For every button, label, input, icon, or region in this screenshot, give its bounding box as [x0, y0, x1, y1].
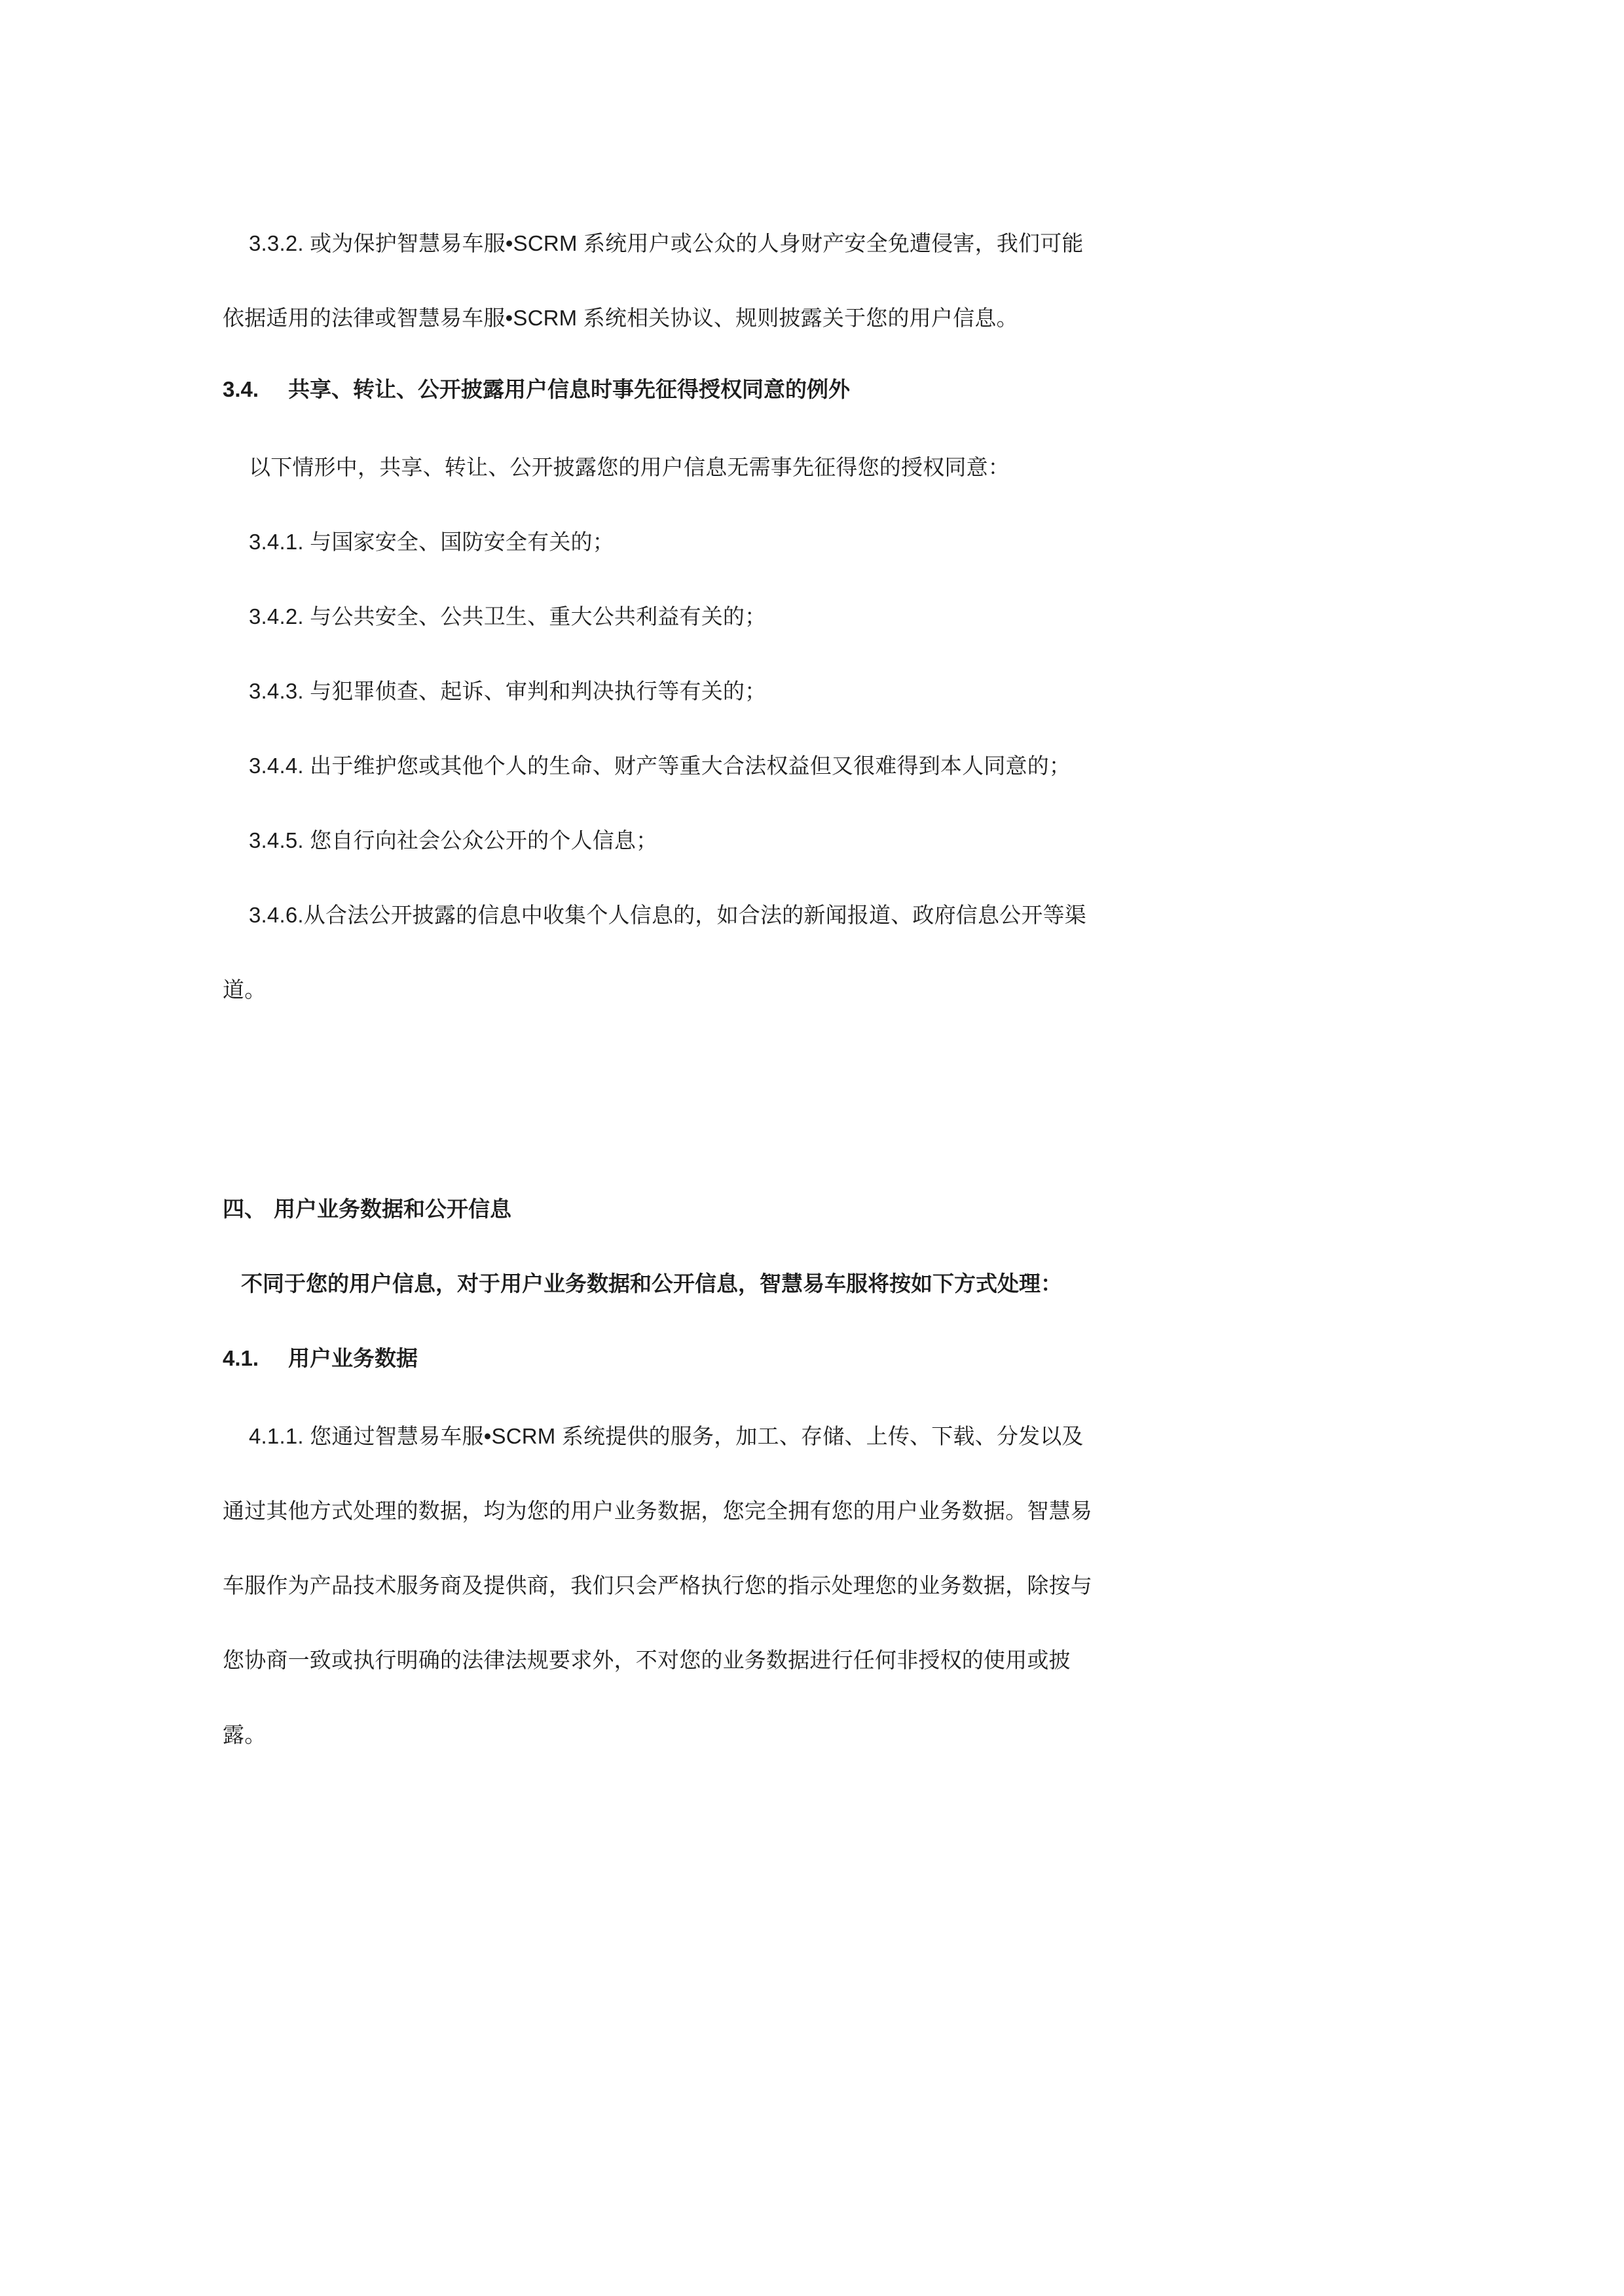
- paragraph-4-1-1-line-2: [223, 1476, 1421, 1522]
- paragraph-3-4-3-text: 3.4.3. 与犯罪侦查、起诉、审判和判决执行等有关的；: [249, 679, 767, 703]
- paragraph-4-1-1-line-2-text: 通过其他方式处理的数据，均为您的用户业务数据，您完全拥有您的用户业务数据。智慧易: [223, 1499, 1092, 1523]
- spacer: [223, 1372, 1421, 1401]
- paragraph-3-3-2-line-1: [223, 208, 1421, 254]
- paragraph-3-4-4: [223, 731, 1421, 776]
- heading-3-4-title: 共享、转让、公开披露用户信息时事先征得授权同意的例外: [288, 377, 850, 401]
- paragraph-4-1-1-line-3: [223, 1550, 1421, 1596]
- paragraph-3-4-2-text: 3.4.2. 与公共安全、公共卫生、重大公共利益有关的；: [249, 604, 767, 629]
- paragraph-3-4-intro-text: 以下情形中，共享、转让、公开披露您的用户信息无需事先征得您的授权同意：: [249, 455, 1010, 479]
- paragraph-3-3-2-line-1-text: 3.3.2. 或为保护智慧易车服•SCRM 系统用户或公众的人身财产安全免遭侵害，我们可能: [249, 231, 1084, 255]
- spacer: [223, 926, 1421, 955]
- paragraph-4-1-1-line-4-text: 您协商一致或执行明确的法律法规要求外，不对您的业务数据进行任何非授权的使用或披: [223, 1648, 1071, 1672]
- paragraph-3-4-6-line-2: [223, 955, 1421, 1000]
- paragraph-3-4-2: [223, 581, 1421, 627]
- paragraph-3-4-6-line-1-text: 3.4.6.从合法公开披露的信息中收集个人信息的，如合法的新闻报道、政府信息公开等渠: [249, 903, 1086, 927]
- spacer: [223, 1223, 1421, 1252]
- paragraph-4-1-1-line-5-text: 露。: [223, 1722, 267, 1747]
- heading-4-1-title: 用户业务数据: [288, 1346, 418, 1370]
- spacer: [223, 702, 1421, 731]
- paragraph-4-note: [223, 1252, 1421, 1298]
- paragraph-3-4-6-line-2-text: 道。: [223, 977, 267, 1002]
- paragraph-3-3-2: [223, 208, 1421, 329]
- section-spacer: [223, 1099, 1421, 1177]
- paragraph-3-4-6: [223, 880, 1421, 1000]
- spacer: [223, 1298, 1421, 1326]
- heading-section-4-number: 四、: [223, 1197, 266, 1221]
- spacer: [223, 776, 1421, 805]
- paragraph-3-4-5: [223, 805, 1421, 851]
- paragraph-3-4-1: [223, 507, 1421, 553]
- paragraph-3-4-6-line-1: [223, 880, 1421, 926]
- spacer: [223, 478, 1421, 507]
- spacer: [223, 1522, 1421, 1550]
- paragraph-3-4-1-text: 3.4.1. 与国家安全、国防安全有关的；: [249, 530, 614, 554]
- heading-section-4-title: 用户业务数据和公开信息: [274, 1197, 511, 1221]
- spacer: [223, 1447, 1421, 1476]
- document-body: [223, 208, 1421, 1745]
- paragraph-4-1-1: [223, 1401, 1421, 1745]
- paragraph-3-4-3: [223, 656, 1421, 702]
- heading-3-4-number: 3.4.: [223, 377, 259, 401]
- heading-3-4-content: [223, 373, 850, 403]
- spacer: [223, 1671, 1421, 1700]
- heading-3-4: [223, 357, 1421, 403]
- section-spacer: [223, 1000, 1421, 1099]
- paragraph-4-note-text: 不同于您的用户信息，对于用户业务数据和公开信息，智慧易车服将按如下方式处理：: [241, 1271, 1062, 1296]
- heading-4-1-number: 4.1.: [223, 1346, 259, 1370]
- spacer: [223, 329, 1421, 357]
- heading-section-4: [223, 1177, 1421, 1223]
- paragraph-4-1-1-line-3-text: 车服作为产品技术服务商及提供商，我们只会严格执行您的指示处理您的业务数据，除按与: [223, 1573, 1092, 1597]
- spacer: [223, 851, 1421, 880]
- paragraph-3-4-4-text: 3.4.4. 出于维护您或其他个人的生命、财产等重大合法权益但又很难得到本人同意的；: [249, 754, 1071, 778]
- spacer: [223, 627, 1421, 656]
- paragraph-4-1-1-line-4: [223, 1625, 1421, 1671]
- paragraph-4-1-1-line-1: [223, 1401, 1421, 1447]
- spacer: [223, 1596, 1421, 1625]
- paragraph-4-1-1-line-5: [223, 1700, 1421, 1745]
- heading-section-4-content: [223, 1192, 511, 1223]
- spacer: [223, 254, 1421, 283]
- spacer: [223, 553, 1421, 581]
- spacer: [223, 403, 1421, 432]
- paragraph-3-4-intro: [223, 432, 1421, 478]
- paragraph-3-3-2-line-2-text: 依据适用的法律或智慧易车服•SCRM 系统相关协议、规则披露关于您的用户信息。: [223, 306, 1018, 330]
- heading-4-1-content: [223, 1341, 418, 1372]
- heading-4-1: [223, 1326, 1421, 1372]
- paragraph-4-1-1-line-1-text: 4.1.1. 您通过智慧易车服•SCRM 系统提供的服务，加工、存储、上传、下载、分发以及: [249, 1424, 1084, 1448]
- paragraph-3-3-2-line-2: [223, 283, 1421, 329]
- paragraph-3-4-5-text: 3.4.5. 您自行向社会公众公开的个人信息；: [249, 828, 658, 852]
